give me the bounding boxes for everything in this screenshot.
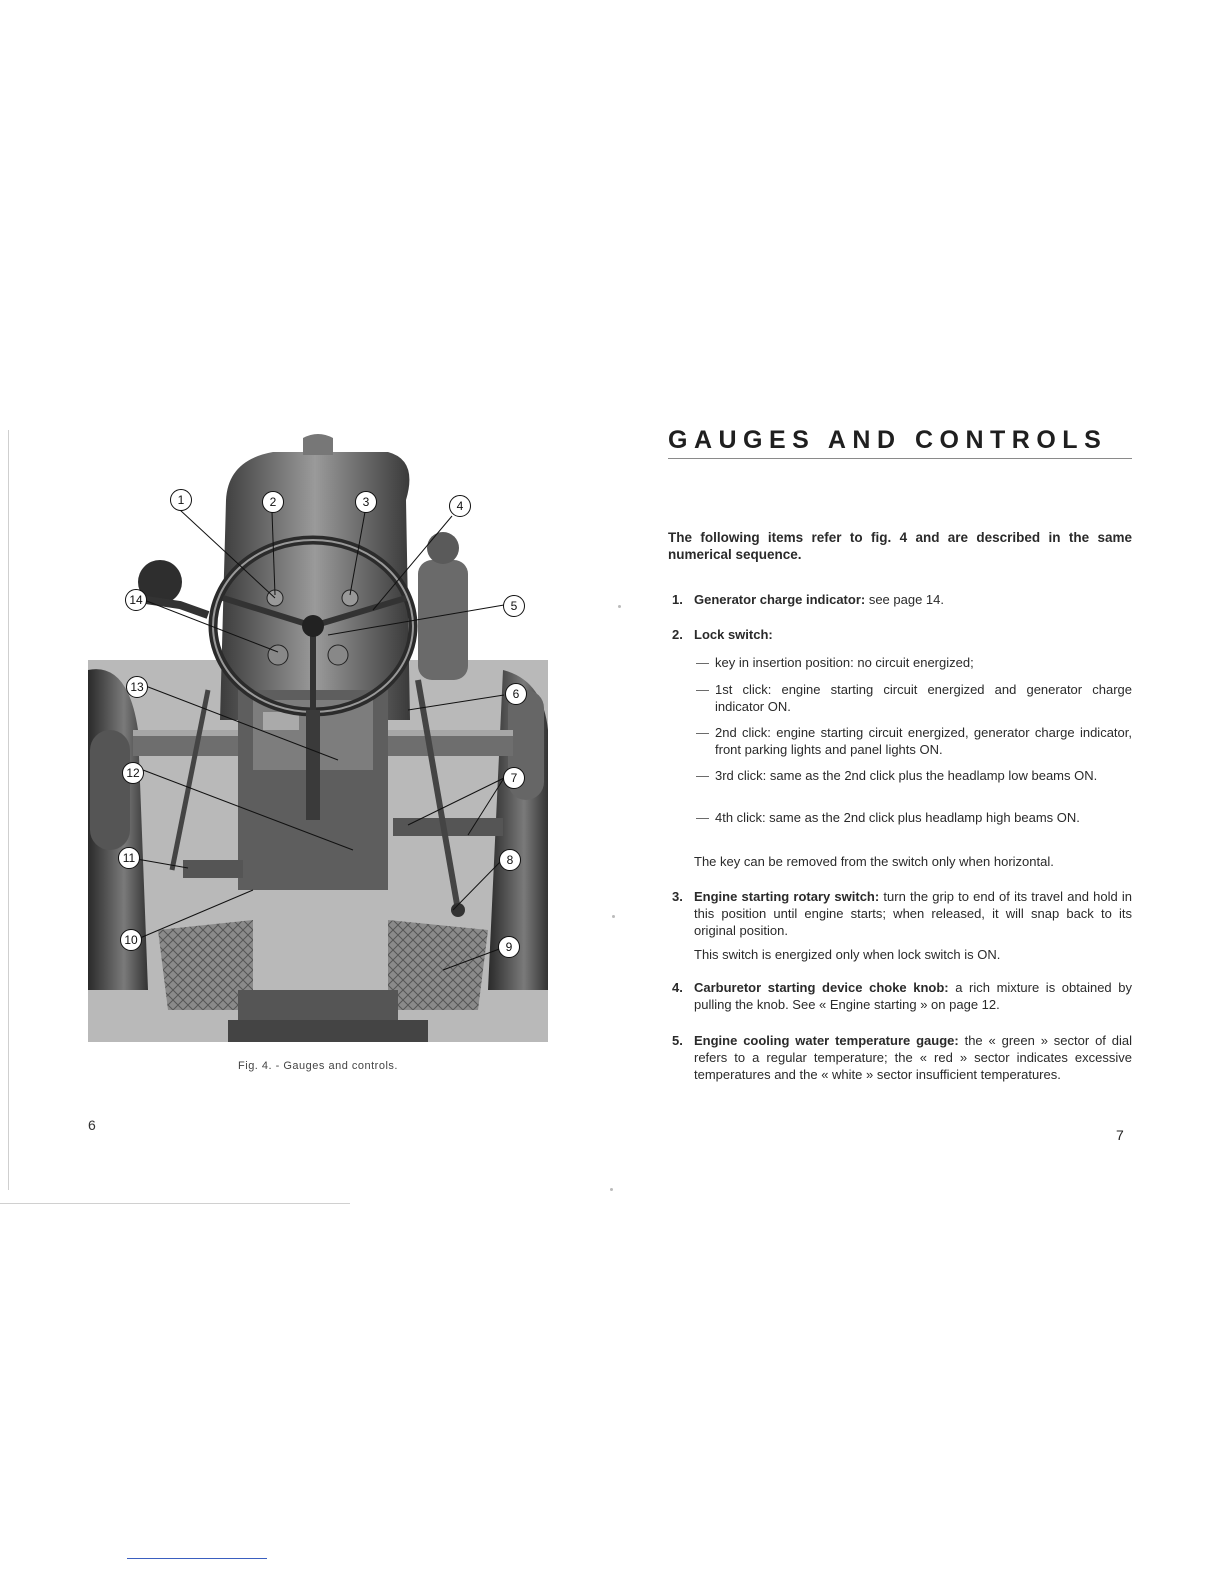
title-underline: [668, 458, 1132, 459]
list-item-4: [672, 979, 1132, 1013]
page-number-right: 7: [1116, 1127, 1124, 1143]
item-label: Engine starting rotary switch:: [694, 889, 880, 904]
list-item-3: [672, 888, 1132, 939]
sub-item-text: 2nd click: engine starting circuit energized, generator charge indicator, front parking lights and panel lights ON.: [715, 725, 1132, 757]
scan-speck: [612, 915, 615, 918]
sub-item-text: 1st click: engine starting circuit energized and generator charge indicator ON.: [715, 682, 1132, 714]
callout-10: 10: [120, 929, 142, 951]
item-text: the « green » sector of dial refers to a regular temperature; the « red » sector indicates excessive temperatures and the « white » sector insufficient temperatures.: [694, 1033, 1133, 1082]
callout-1: 1: [170, 489, 192, 511]
scan-blue-rule: [127, 1558, 267, 1559]
tractor-controls-figure: [88, 430, 548, 1042]
callout-2: 2: [262, 491, 284, 513]
lock-switch-note: The key can be removed from the switch only when horizontal.: [694, 854, 1054, 869]
sub-item: [696, 724, 1132, 758]
scan-speck: [610, 1188, 613, 1191]
list-item-1: [672, 591, 1132, 608]
sub-item-text: 4th click: same as the 2nd click plus headlamp high beams ON.: [715, 810, 1080, 825]
item-number: 3.: [672, 889, 683, 904]
callout-7: 7: [503, 767, 525, 789]
item-text: a rich mixture is obtained by pulling the knob. See « Engine starting » on page 12.: [694, 980, 1132, 1012]
item-label: Carburetor starting device choke knob:: [694, 980, 949, 995]
dash-marker: —: [696, 725, 709, 740]
dash-marker: —: [696, 682, 709, 697]
callout-5: 5: [503, 595, 525, 617]
item-label: Lock switch:: [694, 627, 773, 642]
callout-14: 14: [125, 589, 147, 611]
callout-6: 6: [505, 683, 527, 705]
dash-marker: —: [696, 810, 709, 825]
item-text: turn the grip to end of its travel and hold in this position until engine starts; when released, it will snap back to its original position.: [694, 889, 1132, 938]
item-text: see page 14.: [865, 592, 945, 607]
callout-13: 13: [126, 676, 148, 698]
item-number: 1.: [672, 592, 683, 607]
rotary-switch-note: This switch is energized only when lock switch is ON.: [694, 947, 1001, 962]
sub-item-text: key in insertion position: no circuit energized;: [715, 655, 974, 670]
dash-marker: —: [696, 768, 709, 783]
callout-3: 3: [355, 491, 377, 513]
sub-item: [696, 681, 1132, 715]
sub-item: [696, 767, 1132, 784]
sub-item: [696, 809, 1132, 826]
callout-9: 9: [498, 936, 520, 958]
item-label: Generator charge indicator:: [694, 592, 866, 607]
scan-margin-line: [8, 430, 9, 1190]
item-number: 5.: [672, 1033, 683, 1048]
dash-marker: —: [696, 655, 709, 670]
item-label: Engine cooling water temperature gauge:: [694, 1033, 959, 1048]
item-number: 2.: [672, 627, 683, 642]
callout-11: 11: [118, 847, 140, 869]
callout-8: 8: [499, 849, 521, 871]
figure-caption: Fig. 4. - Gauges and controls.: [238, 1060, 398, 1072]
callout-12: 12: [122, 762, 144, 784]
callout-4: 4: [449, 495, 471, 517]
sub-item-text: 3rd click: same as the 2nd click plus the headlamp low beams ON.: [715, 768, 1098, 783]
page-title: GAUGES AND CONTROLS: [668, 426, 1108, 454]
item-number: 4.: [672, 980, 683, 995]
scan-bottom-rule: [0, 1203, 350, 1204]
scan-speck: [618, 605, 621, 608]
list-item-5: [672, 1032, 1132, 1083]
page-number-left: 6: [88, 1117, 96, 1133]
list-item-2: [672, 626, 1132, 643]
intro-paragraph: The following items refer to fig. 4 and are described in the same numerical sequence.: [668, 530, 1132, 562]
sub-item: [696, 654, 1132, 671]
